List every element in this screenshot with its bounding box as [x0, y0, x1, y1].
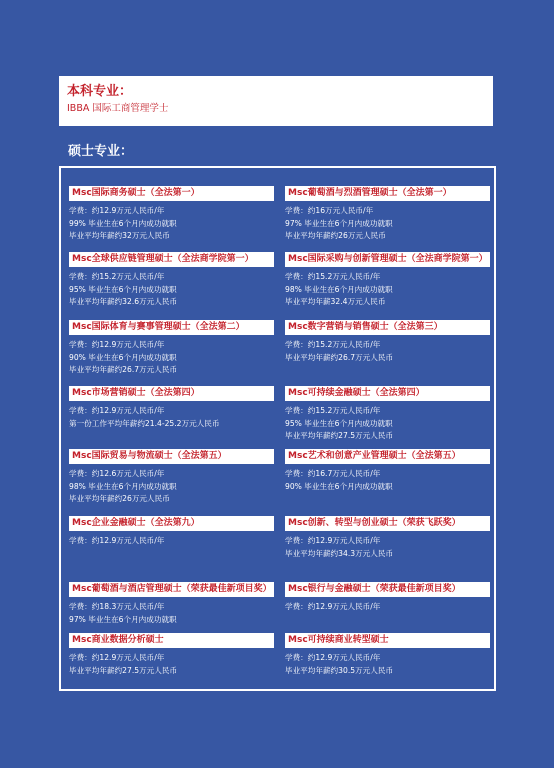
program-detail: 毕业平均年薪约32.6万元人民币	[69, 297, 178, 307]
program-detail: 98% 毕业生在6个月内成功就职	[69, 481, 177, 491]
program-title: Msc国际体育与赛事管理硕士（全法第二）	[69, 320, 274, 335]
program-card	[285, 449, 490, 493]
program-title: Msc国际贸易与物流硕士（全法第五）	[69, 449, 274, 464]
program-detail: 98% 毕业生在6个月内成功就职	[285, 284, 393, 294]
program-card	[285, 320, 490, 364]
program-detail: 97% 毕业生在6个月内成功就职	[285, 218, 393, 228]
program-title: Msc葡萄酒与烈酒管理硕士（全法第一）	[285, 186, 490, 201]
program-title: Msc国际商务硕士（全法第一）	[69, 186, 274, 201]
program-title: Msc市场营销硕士（全法第四）	[69, 386, 274, 401]
program-detail: 毕业平均年薪32.4万元人民币	[285, 297, 386, 307]
program-title: Msc数字营销与销售硕士（全法第三）	[285, 320, 490, 335]
program-detail: 学费：约16.7万元人民币/年	[285, 469, 381, 478]
program-card	[69, 633, 274, 677]
program-card	[69, 252, 274, 309]
program-detail: 99% 毕业生在6个月内成功就职	[69, 218, 177, 228]
program-card	[285, 186, 490, 243]
program-card	[285, 516, 490, 560]
program-detail: 毕业平均年薪约26万元人民币	[69, 494, 170, 504]
program-detail: 毕业平均年薪约26.7万元人民币	[69, 365, 178, 375]
program-card	[69, 582, 274, 626]
program-detail: 毕业平均年薪约27.5万元人民币	[285, 431, 394, 441]
program-detail: 第一份工作平均年薪约21.4-25.2万元人民币	[69, 418, 220, 428]
program-detail: 学费：约12.9万元人民币/年	[69, 653, 165, 662]
undergrad-program: IBBA 国际工商管理学士	[67, 103, 169, 114]
program-card	[69, 449, 274, 506]
program-card	[285, 252, 490, 309]
program-detail: 90% 毕业生在6个月内成功就职	[69, 352, 177, 362]
program-detail: 学费：约12.9万元人民币/年	[69, 340, 165, 349]
program-title: Msc葡萄酒与酒店管理硕士（荣获最佳新项目奖）	[69, 582, 274, 597]
program-detail: 毕业平均年薪约26.7万元人民币	[285, 352, 394, 362]
program-detail: 毕业平均年薪约26万元人民币	[285, 231, 386, 241]
program-title: Msc全球供应链管理硕士（全法商学院第一）	[69, 252, 274, 267]
program-card	[285, 633, 490, 677]
program-detail: 学费：约12.9万元人民币/年	[285, 653, 381, 662]
program-card	[285, 582, 490, 614]
program-title: Msc艺术和创意产业管理硕士（全法第五）	[285, 449, 490, 464]
program-card	[69, 386, 274, 430]
program-title: Msc创新、转型与创业硕士（荣获飞跃奖）	[285, 516, 490, 531]
program-detail: 学费：约15.2万元人民币/年	[285, 406, 381, 415]
program-card	[69, 186, 274, 243]
program-title: Msc可持续金融硕士（全法第四）	[285, 386, 490, 401]
program-detail: 学费：约16万元人民币/年	[285, 206, 374, 215]
masters-heading: 硕士专业：	[68, 144, 134, 159]
program-detail: 97% 毕业生在6个月内成功就职	[69, 614, 177, 624]
program-detail: 95% 毕业生在6个月内成功就职	[69, 284, 177, 294]
program-detail: 毕业平均年薪约32万元人民币	[69, 231, 170, 241]
program-detail: 学费：约12.6万元人民币/年	[69, 469, 165, 478]
program-detail: 95% 毕业生在6个月内成功就职	[285, 418, 393, 428]
program-card	[69, 320, 274, 377]
program-detail: 学费：约12.9万元人民币/年	[69, 206, 165, 215]
program-title: Msc可持续商业转型硕士	[285, 633, 490, 648]
program-detail: 90% 毕业生在6个月内成功就职	[285, 481, 393, 491]
masters-frame	[59, 166, 496, 691]
program-detail: 毕业平均年薪约30.5万元人民币	[285, 665, 394, 675]
undergrad-heading: 本科专业：	[67, 84, 133, 99]
program-title: Msc国际采购与创新管理硕士（全法商学院第一）	[285, 252, 490, 267]
program-title: Msc企业金融硕士（全法第九）	[69, 516, 274, 531]
program-detail: 毕业平均年薪约34.3万元人民币	[285, 548, 394, 558]
program-title: Msc银行与金融硕士（荣获最佳新项目奖）	[285, 582, 490, 597]
program-detail: 学费：约15.2万元人民币/年	[285, 340, 381, 349]
program-detail: 毕业平均年薪约27.5万元人民币	[69, 665, 178, 675]
program-detail: 学费：约12.9万元人民币/年	[285, 602, 381, 611]
program-card	[69, 516, 274, 548]
program-detail: 学费：约12.9万元人民币/年	[69, 536, 165, 545]
program-detail: 学费：约12.9万元人民币/年	[69, 406, 165, 415]
program-title: Msc商业数据分析硕士	[69, 633, 274, 648]
undergrad-panel	[59, 76, 493, 126]
program-detail: 学费：约15.2万元人民币/年	[285, 272, 381, 281]
program-detail: 学费：约18.3万元人民币/年	[69, 602, 165, 611]
program-detail: 学费：约15.2万元人民币/年	[69, 272, 165, 281]
program-card	[285, 386, 490, 443]
program-detail: 学费：约12.9万元人民币/年	[285, 536, 381, 545]
